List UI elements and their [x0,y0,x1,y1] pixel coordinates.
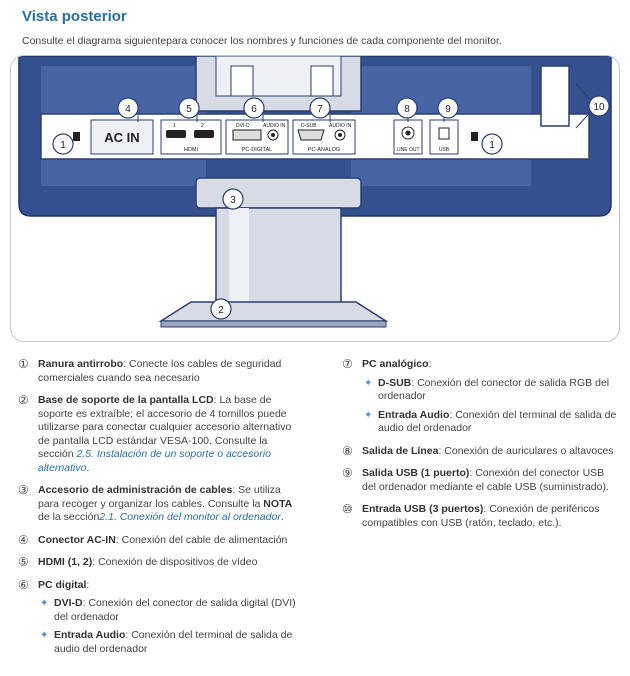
list-item-anti-theft: ① Ranura antirrobo: Conecte los cables de seguridad comerciales cuando sea necesario [18,357,282,384]
page-title: Vista posterior [22,8,127,25]
lock-icon [471,132,478,141]
list-item-hdmi: ⑤ HDMI (1, 2): Conexión de dispositivos de vídeo [18,555,258,569]
callout-5: 5 [186,104,192,115]
callout-10: 10 [593,102,605,113]
usb-label: USB [438,147,450,153]
dvi-d-port [233,130,261,140]
callout-4: 4 [125,104,131,115]
list-item-cable-manager: ③ Accesorio de administración de cables: Se utiliza para recoger y organizar los cables. Consulte la NOTA de la sección2.1. Conexión del monitor al ordenador. [18,483,293,523]
rear-view-diagram [10,55,620,342]
section-link-2-1[interactable]: 2.1. Conexión del monitor al ordenador [99,511,281,523]
callout-1: 1 [60,140,66,151]
cable-manager [196,178,361,208]
pc-digital-label: PC-DIGITAL [241,147,273,153]
pc-analog-label: PC-ANALOG [307,147,341,153]
components-list-right [342,358,620,539]
hdmi-label: HDMI [183,147,199,153]
diamond-bullet-icon: ✦ [40,598,49,609]
svg-text:AUDIO IN: AUDIO IN [329,123,352,129]
callout-6: 6 [251,104,257,115]
diamond-bullet-icon: ✦ [364,377,373,389]
list-item-pc-analog: ⑦ PC analógico: ✦ D-SUB: Conexión del conector de salida RGB del ordenador ✦ Entrada Audio: Conexión del terminal de salida de audio del ordenador [342,358,620,436]
components-list-left [18,358,300,665]
hdmi-port-2 [194,130,214,138]
list-item-usb-out: ⑨ Salida USB (1 puerto): Conexión del conector USB del ordenador mediante el cable USB (suministrado). [342,466,609,493]
sub-item-d-sub: ✦ D-SUB: Conexión del conector de salida RGB del ordenador [364,376,610,402]
stand-base [161,302,386,321]
monitor-rear-illustration [11,56,619,341]
callout-7: 7 [317,104,323,115]
list-item-line-out: ⑧ Salida de Línea: Conexión de auriculares o altavoces [342,443,614,458]
svg-text:AUDIO IN: AUDIO IN [263,123,286,129]
callout-1-right: 1 [489,140,495,151]
d-sub-port [298,130,324,140]
callout-3: 3 [230,195,236,206]
diamond-bullet-icon: ✦ [40,630,49,641]
callout-2: 2 [218,305,224,316]
list-item-ac-in: ④ Conector AC-IN: Conexión del cable de alimentación [18,532,288,547]
hdmi-port-1 [166,130,186,138]
list-item-pc-digital: ⑥ PC digital: ✦ DVI-D: Conexión del conector de salida digital (DVI) del ordenador ✦ Entrada Audio: Conexión del terminal de salida de audio del ordenador [18,579,300,657]
lock-icon [73,132,80,141]
line-out-label: LINE OUT [396,147,420,153]
diamond-bullet-icon: ✦ [364,409,373,421]
callout-9: 9 [445,104,451,115]
sub-item-audio-in: ✦ Entrada Audio: Conexión del terminal de salida de audio del ordenador [40,629,293,655]
callout-8: 8 [404,104,410,115]
list-item-stand-base: ② Base de soporte de la pantalla LCD: La base de soporte es extraíble; el accesorio de 4 tornillos puede utilizarse para conectar cualquier accesorio alternativo de pantalla LCD estándar VESA-100. Consulte la sección 2.5. Instalación de un soporte o accesorio alternativo. [18,393,292,474]
sub-item-audio-in: ✦ Entrada Audio: Conexión del terminal de salida de audio del ordenador [364,408,617,434]
svg-text:1: 1 [173,123,176,129]
svg-text:DVI-D: DVI-D [236,123,250,129]
list-item-usb-in: ⑩ Entrada USB (3 puertos): Conexión de periféricos compatibles con USB (ratón, teclado, etc.). [342,502,600,529]
section-link-2-5[interactable]: 2.5. Instalación de un soporte o accesorio alternativo [38,448,271,474]
svg-text:D-SUB: D-SUB [301,123,317,129]
svg-text:2: 2 [201,123,204,129]
ac-in-label: AC IN [104,130,140,145]
sub-item-dvi-d: ✦ DVI-D: Conexión del conector de salida digital (DVI) del ordenador [40,597,296,623]
usb-hub-side [541,66,569,126]
intro-text: Consulte el diagrama siguientepara conocer los nombres y funciones de cada componente del monitor. [22,35,502,47]
